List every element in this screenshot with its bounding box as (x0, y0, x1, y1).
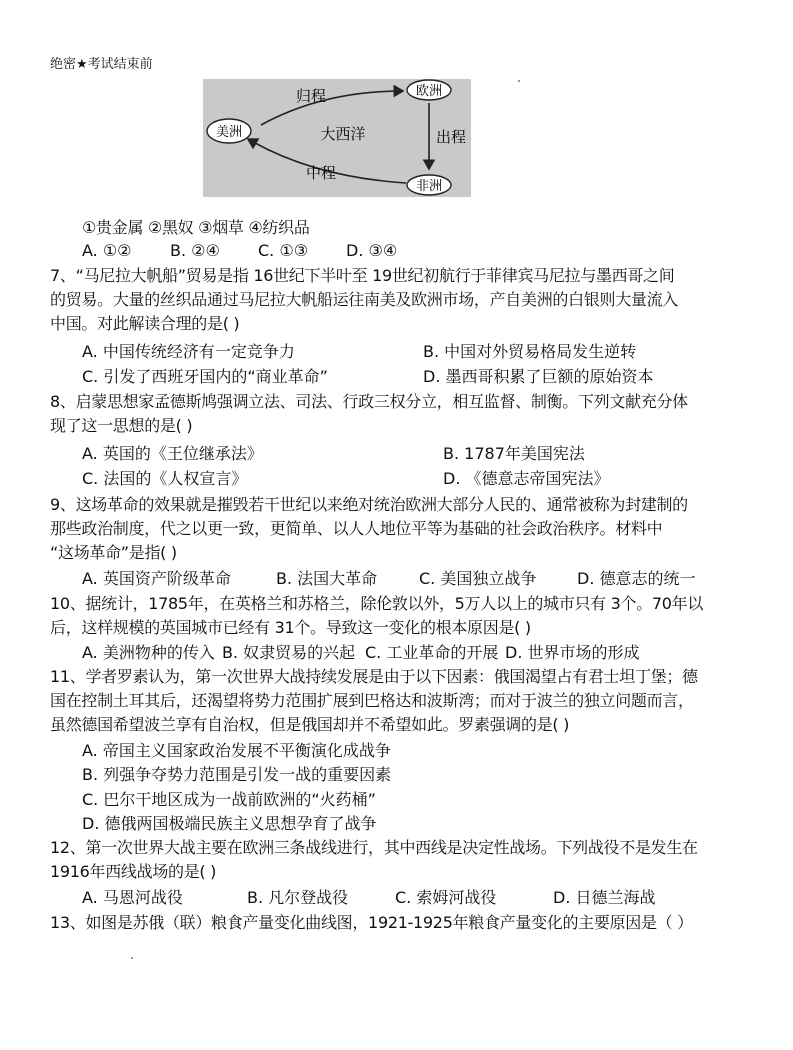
triangular-trade-diagram (203, 79, 471, 197)
europe-label: 欧洲 (415, 84, 443, 99)
q10-line-1: 10、据统计，1785年，在英格兰和苏格兰，除伦敦以外，5万人以上的城市只有 3个。70年以 (50, 594, 704, 613)
confidential-header: 绝密★考试结束前 (50, 57, 153, 72)
q7-line-1: 7、“马尼拉大帆船”贸易是指 16世纪下半叶至 19世纪初航行于菲律宾马尼拉与墨西哥之间 (50, 266, 675, 285)
q6-option-b[interactable]: B. ②④ (170, 241, 220, 260)
q8-option-b[interactable]: B. 1787年美国宪法 (443, 444, 585, 463)
q6-items: ①贵金属 ②黑奴 ③烟草 ④纺织品 (82, 218, 310, 237)
q8-option-d[interactable]: D. 《德意志帝国宪法》 (443, 469, 610, 488)
q6-option-c[interactable]: C. ①③ (258, 241, 309, 260)
q9-option-b[interactable]: B. 法国大革命 (276, 569, 378, 588)
return-route-arrow (261, 91, 403, 125)
q6-option-d[interactable]: D. ③④ (346, 241, 398, 260)
q11-option-b[interactable]: B. 列强争夺势力范围是引发一战的重要因素 (82, 765, 392, 784)
outbound-label: 出程 (435, 128, 467, 146)
atlantic-label: 大西洋 (320, 125, 366, 143)
middle-label: 中程 (305, 164, 337, 182)
trade-diagram-svg (203, 79, 471, 197)
q7-option-c[interactable]: C. 引发了西班牙国内的“商业革命” (82, 367, 328, 386)
q8-option-c[interactable]: C. 法国的《人权宣言》 (82, 469, 248, 488)
q7-option-a[interactable]: A. 中国传统经济有一定竞争力 (82, 342, 295, 361)
q12-option-d[interactable]: D. 日德兰海战 (553, 888, 656, 907)
q10-line-2: 后，这样规模的英国城市已经有 31个。导致这一变化的根本原因是( ) (50, 618, 531, 637)
q13-line-1: 13、如图是苏俄（联）粮食产量变化曲线图，1921-1925年粮食产量变化的主要原因是（ ） (50, 913, 693, 932)
q9-line-3: “这场革命”是指( ) (50, 543, 177, 562)
americas-label: 美洲 (215, 125, 243, 140)
q12-line-1: 12、第一次世界大战主要在欧洲三条战线进行，其中西线是决定性战场。下列战役不是发生在 (50, 838, 698, 857)
q9-line-2: 那些政治制度，代之以更一致，更简单、以人人地位平等为基础的社会政治秩序。材料中 (50, 519, 663, 538)
q8-line-1: 8、启蒙思想家孟德斯鸠强调立法、司法、行政三权分立，相互监督、制衡。下列文献充分体 (50, 392, 688, 411)
q11-line-2: 国在控制土耳其后，还渴望将势力范围扩展到巴格达和波斯湾；而对于波兰的独立问题而言， (50, 691, 694, 710)
scan-speck (518, 80, 520, 82)
q11-option-d[interactable]: D. 德俄两国极端民族主义思想孕育了战争 (82, 814, 377, 833)
q9-option-d[interactable]: D. 德意志的统一 (577, 569, 696, 588)
q10-option-c[interactable]: C. 工业革命的开展 (365, 643, 499, 662)
return-label: 归程 (295, 87, 327, 105)
q7-line-2: 的贸易。大量的丝织品通过马尼拉大帆船运往南美及欧洲市场，产自美洲的白银则大量流入 (50, 290, 679, 309)
q12-option-a[interactable]: A. 马恩河战役 (82, 888, 183, 907)
q12-option-b[interactable]: B. 凡尔登战役 (247, 888, 349, 907)
q12-line-2: 1916年西线战场的是( ) (50, 862, 217, 881)
q12-option-c[interactable]: C. 索姆河战役 (395, 888, 497, 907)
q11-line-1: 11、学者罗素认为，第一次世界大战持续发展是由于以下因素：俄国渴望占有君士坦丁堡；德 (50, 667, 698, 686)
q8-option-a[interactable]: A. 英国的《王位继承法》 (82, 444, 263, 463)
q7-line-3: 中国。对此解读合理的是( ) (50, 314, 240, 333)
q11-option-c[interactable]: C. 巴尔干地区成为一战前欧洲的“火药桶” (82, 790, 376, 809)
q7-option-b[interactable]: B. 中国对外贸易格局发生逆转 (423, 342, 637, 361)
q9-option-c[interactable]: C. 美国独立战争 (419, 569, 537, 588)
q8-line-2: 现了这一思想的是( ) (50, 416, 193, 435)
africa-label: 非洲 (415, 179, 443, 194)
q6-option-a[interactable]: A. ①② (82, 241, 132, 260)
q10-option-b[interactable]: B. 奴隶贸易的兴起 (222, 643, 356, 662)
q10-option-d[interactable]: D. 世界市场的形成 (505, 643, 640, 662)
q11-line-3: 虽然德国希望波兰享有自治权，但是俄国却并不希望如此。罗素强调的是( ) (50, 715, 570, 734)
scan-speck (131, 957, 133, 959)
q9-line-1: 9、这场革命的效果就是摧毁若干世纪以来绝对统治欧洲大部分人民的、通常被称为封建制的 (50, 495, 688, 514)
q11-option-a[interactable]: A. 帝国主义国家政治发展不平衡演化成战争 (82, 741, 391, 760)
q9-option-a[interactable]: A. 英国资产阶级革命 (82, 569, 231, 588)
q10-option-a[interactable]: A. 美洲物种的传入 (82, 643, 215, 662)
q7-option-d[interactable]: D. 墨西哥积累了巨额的原始资本 (423, 367, 654, 386)
